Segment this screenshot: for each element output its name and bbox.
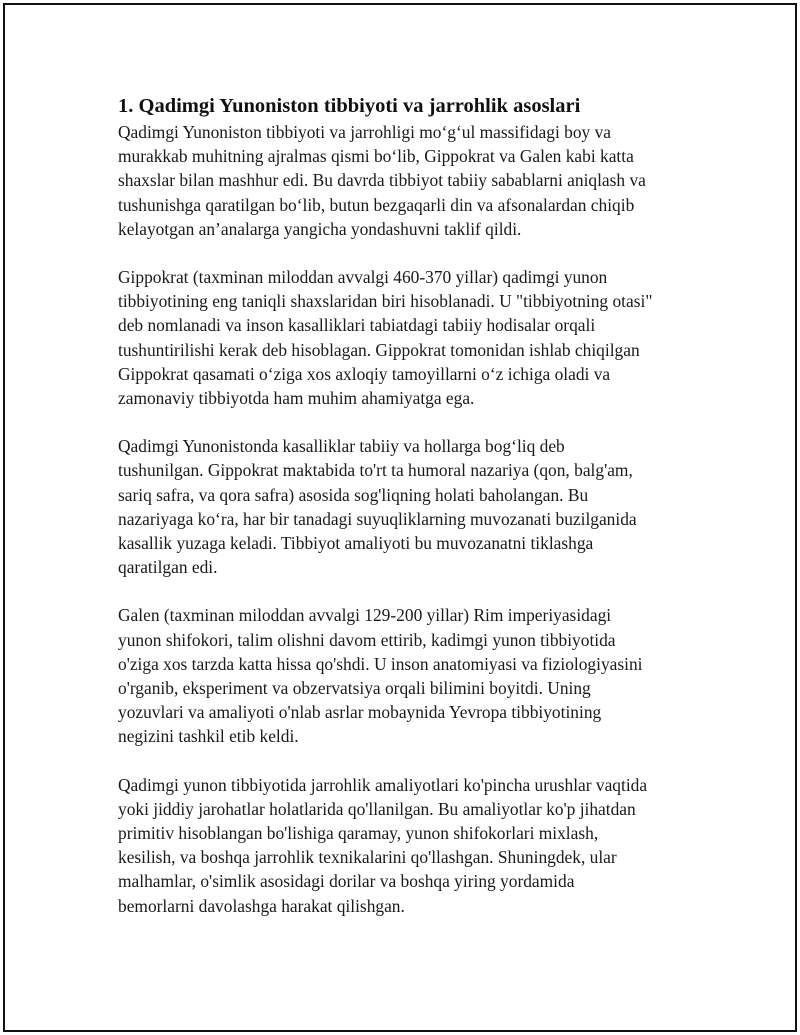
paragraph-galen (118, 603, 698, 748)
text-line: yoki jiddiy jarohatlar holatlarida qo'llanilgan. Bu amaliyotlar ko'p jihatdan (118, 798, 636, 819)
text-line: Gippokrat qasamati o‘ziga xos axloqiy tamoyillarni o‘z ichiga oladi va (118, 363, 611, 384)
text-line: kesilish, va boshqa jarrohlik texnikalarini qo'llashgan. Shuningdek, ular (118, 847, 617, 868)
text-line: kasallik yuzaga keladi. Tibbiyot amaliyoti bu muvozanatni tiklashga (118, 533, 594, 554)
text-line: tushunilgan. Gippokrat maktabida to'rt ta humoral nazariya (qon, balg'am, (118, 460, 633, 481)
paragraph-humoral-theory (118, 434, 698, 579)
text-line: zamonaviy tibbiyotda ham muhim ahamiyatga ega. (118, 388, 475, 409)
text-line: yozuvlari va amaliyoti o'nlab asrlar mobaynida Yevropa tibbiyotining (118, 702, 602, 723)
document-body (118, 92, 698, 918)
text-line: deb nomlanadi va inson kasalliklari tabiatdagi tabiiy hodisalar orqali (118, 315, 596, 336)
text-line: Galen (taxminan miloddan avvalgi 129-200 yillar) Rim imperiyasidagi (118, 605, 612, 626)
text-line: bemorlarni davolashga harakat qilishgan. (118, 895, 405, 916)
text-line: qaratilgan edi. (118, 557, 218, 578)
text-line: murakkab muhitning ajralmas qismi bo‘lib, Gippokrat va Galen kabi katta (118, 146, 634, 167)
paragraph-gippokrat (118, 265, 698, 410)
text-line: tushunishga qaratilgan bo‘lib, butun bezgaqarli din va afsonalardan chiqib (118, 194, 635, 215)
text-line: sariq safra, va qora safra) asosida sog'liqning holati baholangan. Bu (118, 484, 589, 505)
text-line: shaxslar bilan mashhur edi. Bu davrda tibbiyot tabiiy sabablarni aniqlash va (118, 170, 646, 191)
text-line: nazariyaga ko‘ra, har bir tanadagi suyuqliklarning muvozanati buzilganida (118, 508, 637, 529)
paragraph-surgery (118, 773, 698, 918)
text-line: Qadimgi Yunonistonda kasalliklar tabiiy va hollarga bog‘liq deb (118, 436, 565, 457)
text-line: malhamlar, o'simlik asosidagi dorilar va boshqa yiring yordamida (118, 871, 575, 892)
paragraph-intro (118, 120, 698, 241)
text-line: tibbiyotining eng taniqli shaxslaridan biri hisoblanadi. U "tibbiyotning otasi" (118, 291, 653, 312)
text-line: negizini tashkil etib keldi. (118, 726, 299, 747)
text-line: Qadimgi Yunoniston tibbiyoti va jarrohligi mo‘g‘ul massifidagi boy va (118, 122, 611, 142)
text-line: Gippokrat (taxminan miloddan avvalgi 460-370 yillar) qadimgi yunon (118, 267, 608, 288)
text-line: tushuntirilishi kerak deb hisoblagan. Gippokrat tomonidan ishlab chiqilgan (118, 339, 640, 360)
text-line: Qadimgi yunon tibbiyotida jarrohlik amaliyotlari ko'pincha urushlar vaqtida (118, 774, 648, 795)
text-line: yunon shifokori, talim olishni davom ettirib, kadimgi yunon tibbiyotida (118, 629, 616, 650)
section-heading: 1. Qadimgi Yunoniston tibbiyoti va jarrohlik asoslari (118, 95, 581, 117)
text-line: primitiv hisoblangan bo'lishiga qaramay, yunon shifokorlari mixlash, (118, 823, 599, 844)
text-line: o'rganib, eksperiment va obzervatsiya orqali bilimini boyitdi. Uning (118, 678, 591, 699)
text-line: kelayotgan an’analarga yangicha yondashuvni taklif qildi. (118, 218, 522, 239)
text-line: o'ziga xos tarzda katta hissa qo'shdi. U inson anatomiyasi va fiziologiyasini (118, 653, 643, 674)
